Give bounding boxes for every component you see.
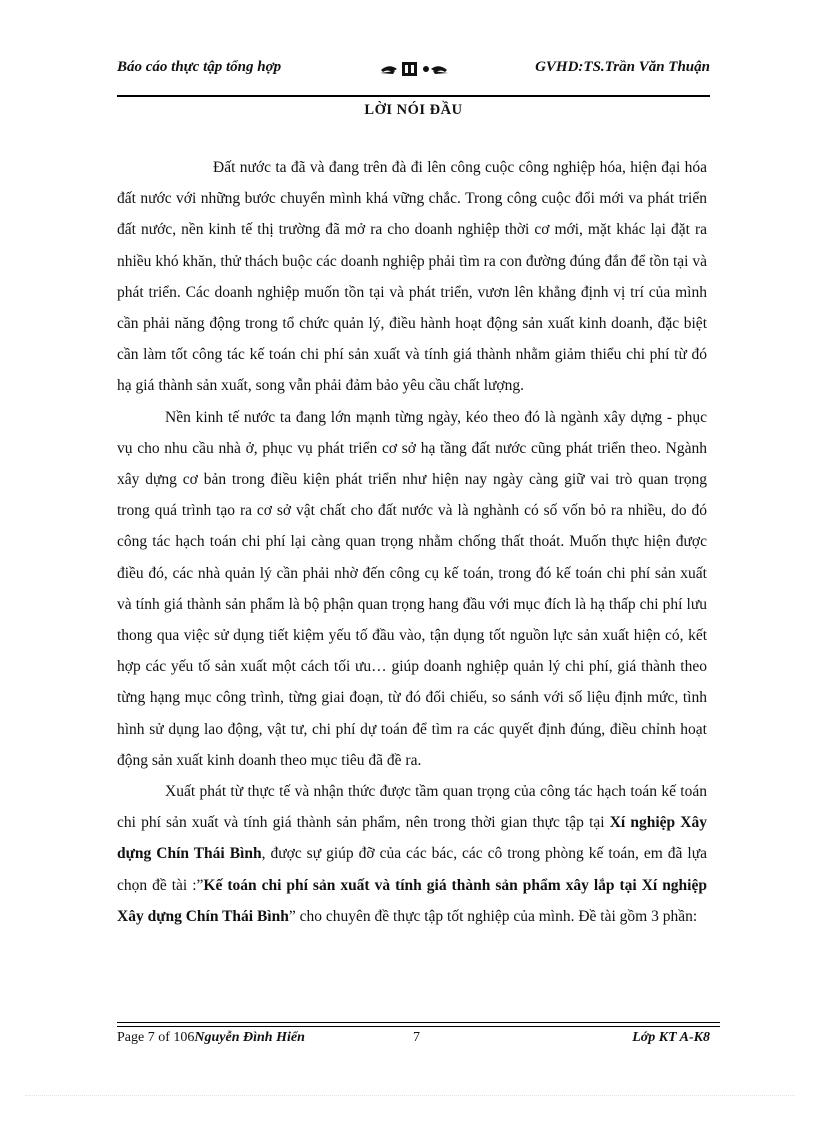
page-title: LỜI NÓI ĐẦU <box>364 102 463 118</box>
header-divider <box>117 95 710 97</box>
footer-page-label: Page 7 of 106 <box>117 1030 195 1045</box>
paragraph-3-middle: , được sự giúp đỡ của các bác, các cô trong phòng kế toán, em đã lựa chọn đề tài :” <box>117 845 707 894</box>
footer-divider-bottom <box>117 1026 720 1027</box>
page-bottom-dotted-line <box>25 1095 795 1096</box>
paragraph-3-end: ” cho chuyên đề thực tập tốt nghiệp của mình. Đề tài gồm 3 phần: <box>288 907 698 925</box>
company-name: Xí nghiệp Xây dựng Chín Thái Bình <box>117 814 707 863</box>
page-header <box>117 54 710 84</box>
footer-divider-top <box>117 1022 720 1023</box>
document-body <box>117 152 707 932</box>
thesis-topic: Kế toán chi phí sản xuất và tính giá thành sản phẩm xây lắp tại Xí nghiệp Xây dựng Chín Thái Bình <box>117 876 707 925</box>
header-supervisor: GVHD:TS.Trần Văn Thuận <box>535 59 710 75</box>
footer-page-info <box>117 1030 305 1046</box>
paragraph-3-intro: Xuất phát từ thực tế và nhận thức được tầm quan trọng của công tác hạch toán kế toán chi phí sản xuất và tính giá thành sản phẩm, nên trong thời gian thực tập tại <box>117 783 707 832</box>
page-footer <box>117 1030 710 1050</box>
footer-class-label: Lớp KT A-K8 <box>632 1030 710 1045</box>
paragraph-2: Nền kinh tế nước ta đang lớn mạnh từng ngày, kéo theo đó là ngành xây dựng - phục vụ cho nhu cầu nhà ở, phục vụ phát triển cơ sở hạ tầng đất nước cũng phát triển theo. Ngành xây dựng cơ bản trong điều kiện phát triển như hiện nay ngày càng giữ vai trò quan trọng trong quá trình tạo ra cơ sở vật chất cho đất nước và là nghành có số vốn bỏ ra nhiều, do đó công tác hạch toán chi phí lại càng quan trọng nhằm chống thất thoát. Muốn thực hiện được điều đó, các nhà quản lý cần phải nhờ đến công cụ kế toán, trong đó kế toán chi phí sản xuất và tính giá thành sản phẩm là bộ phận quan trọng hang đầu với mục đích là hạ thấp chi phí lưu thong qua việc sử dụng tiết kiệm yếu tố đầu vào, tận dụng tốt nguồn lực sản xuất hiện có, kết hợp các yếu tố sản xuất một cách tối ưu… giúp doanh nghiệp quản lý chi phí, giá thành theo từng hạng mục công trình, từng giai đoạn, từ đó đối chiếu, so sánh với số liệu định mức, tình hình sử dụng lao động, vật tư, chi phí dự toán để tìm ra các quyết định đúng, điều chỉnh hoạt động sản xuất kinh doanh theo mục tiêu đã đề ra. <box>117 408 707 769</box>
book-ornament-icon <box>377 58 451 80</box>
header-report-title: Báo cáo thực tập tổng hợp <box>117 59 282 75</box>
paragraph-1: Đất nước ta đã và đang trên đà đi lên công cuộc công nghiệp hóa, hiện đại hóa đất nước với những bước chuyển mình khá vững chắc. Trong công cuộc đổi mới va phát triển đất nước, nền kinh tế thị trường đã mở ra cho doanh nghiệp thời cơ mới, mặt khác lại đặt ra nhiều khó khăn, thử thách buộc các doanh nghiệp phải tìm ra con đường đúng đắn để tồn tại và phát triển. Các doanh nghiệp muốn tồn tại và phát triển, vươn lên khẳng định vị trí của mình cần phải năng động trong tổ chức quản lý, điều hành hoạt động sản xuất kinh doanh, đặc biệt cần làm tốt công tác kế toán chi phí sản xuất và tính giá thành nhằm giảm thiểu chi phí từ đó hạ giá thành sản xuất, song vẫn phải đảm bảo yêu cầu chất lượng. <box>117 159 707 395</box>
paragraph-3 <box>117 776 707 932</box>
footer-page-number: 7 <box>413 1030 420 1045</box>
footer-author: Nguyễn Đình Hiển <box>194 1030 305 1045</box>
